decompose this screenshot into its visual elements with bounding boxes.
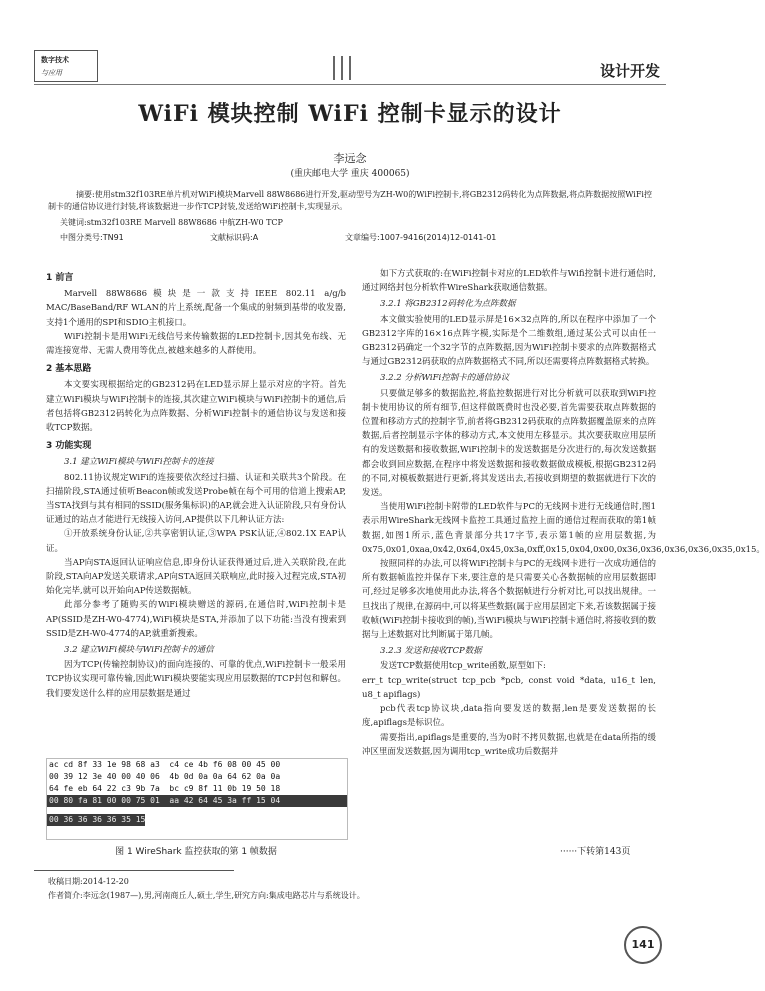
paragraph: 发送TCP数据使用tcp_write函数,原型如下:	[380, 661, 546, 672]
paragraph: Marvell 88W8686模块是一款支持IEEE 802.11 a/g/b MAC/BaseBand/RF WLAN的片上系统,配备一个集成的射频到基带的收发器,支持1个通用的SPI和SDIO主机接口。	[46, 289, 346, 328]
section-heading: 1 前言	[46, 273, 74, 283]
paragraph: 本文要实现根据给定的GB2312码在LED显示屏上显示对应的字符。首先建立WiFi模块与WiFi控制卡的连接,其次建立WiFi模块与WiFi控制卡的通信,后者包括将GB2312码转化为点阵数据、分析WiFi控制卡的通信协议与发送和接收TCP数据。	[46, 380, 346, 434]
document-code: 文献标识码:A	[210, 233, 259, 242]
header-divider-bars	[333, 56, 357, 80]
paragraph: pcb代表tcp协议块,data指向要发送的数据,len是要发送数据的长度,apiflags是标识位。	[362, 704, 656, 729]
paragraph: 当使用WiFi控制卡附带的LED软件与PC的无线网卡进行无线通信时,图1表示用WireShark无线网卡监控工具通过监控上面的通信过程而获取的第1帧数据,如图1所示,蓝色背景部分共17字节,表示第1帧的应用层数据,为0x75,0x01,0xaa,0x42,0x64,0x45,0x3a,0xff,0x15,0x04,0x00,0x36,0x36,0x36,0x36,0x35,0x15。	[362, 502, 765, 555]
paragraph: WiFi控制卡是用WiFi无线信号来传输数据的LED控制卡,因其免布线、无需连接宽带、无需人费用等优点,被越来越多的人群使用。	[46, 331, 346, 357]
article-number: 文章编号:1007-9416(2014)12-0141-01	[345, 233, 497, 242]
paragraph: 只要做足够多的数据监控,将监控数据进行对比分析就可以获取到WiFi控制卡使用协议的所有细节,但这样做既费时也没必要,首先需要获取点阵数据的位置和移动方式的控制字节,前者将GB2312码获取的点阵数据覆盖原来的点阵数据,后者控制显示字体的移动方式,本文使用左移显示。其次要获取应用层所有的发送数据和接收数据,WiFi控制卡的发送数据是分次进行的,每次发送数据都会收到回应数据,在程序中将发送数据和接收数据做成模板,根据GB2312码的不同,对模板数据进行更新,将其发送出去,若接收到期望的数据就进行下次的发送。	[362, 388, 656, 499]
paragraph: ①开放系统身份认证,②共享密钥认证,③WPA PSK认证,④802.1X EAP认证。	[46, 529, 346, 554]
paper-title: WiFi 模块控制 WiFi 控制卡显示的设计	[138, 101, 562, 127]
section-tag: 设计开发	[599, 62, 660, 80]
abstract: 摘要:使用stm32f103RE单片机对WiFi模块Marvell 88W8686进行开发,驱动型号为ZH-W0的WiFi控制卡,将GB2312码转化为点阵数据,将点阵数据按照WiFi控制卡的通信协议进行封装,将该数据进一步作TCP封装,发送给WiFi控制卡,实现显示。	[48, 190, 652, 211]
keywords: 关键词:stm32f103RE Marvell 88W8686 中航ZH-W0 TCP	[60, 218, 283, 227]
paragraph: 因为TCP(传输控制协议)的面向连接的、可靠的优点,WiFi控制卡一般采用TCP协议实现可靠传输,因此WiFi模块要能实现应用层数据的TCP封包和解包。我们要发送什么样的应用层数据是通过	[46, 660, 346, 699]
journal-logo-line1: 数字技术	[41, 56, 69, 64]
continued-note: ······下转第143页	[560, 847, 631, 857]
clc-number: 中图分类号:TN91	[60, 233, 124, 242]
received-date: 收稿日期:2014-12-20	[48, 877, 129, 886]
author-affiliation: (重庆邮电大学 重庆 400065)	[290, 169, 410, 179]
paragraph: 如下方式获取的:在WiFi控制卡对应的LED软件与Wifi控制卡进行通信时,通过网络封包分析软件WireShark获取通信数据。	[362, 269, 656, 294]
hex-line: 00 39 12 3e 40 00 40 06 4b 0d 0a 0a 64 62 0a 0a	[49, 772, 281, 781]
hex-line-highlighted: 00 80 fa 81 00 00 75 01 aa 42 64 45 3a ff 15 04	[47, 795, 347, 807]
section-heading: 2 基本思路	[46, 364, 92, 375]
subsection-heading: 3.2.1 将GB2312码转化为点阵数据	[380, 299, 516, 310]
subsection-heading: 3.2 建立WiFi模块与WiFi控制卡的通信	[64, 645, 214, 656]
figure-caption: 图 1 WireShark 监控获取的第 1 帧数据	[115, 847, 277, 857]
paragraph: 802.11协议规定WiFi的连接要依次经过扫描、认证和关联共3个阶段。在扫描阶段,STA通过侦听Beacon帧或发送Probe帧在每个可用的信道上搜索AP,当STA找到与其有相同的SSID(服务集标识)的AP,就会进入认证阶段,只有身份认证通过的站点才能进行无线接入访问,AP提供以下几种认证方法:	[46, 472, 346, 526]
wireshark-hex-dump	[46, 758, 348, 840]
paragraph: 此部分参考了随购买的WiFi模块赠送的源码,在通信时,WiFi控制卡是AP(SSID是ZH-W0-4774),WiFi模块是STA,并添加了以下功能:当没有搜索到SSID是ZH-W0-4774的AP,就重新搜索。	[46, 600, 346, 639]
hex-line-highlighted: 00 36 36 36 36 35 15	[49, 815, 146, 824]
subsection-heading: 3.2.3 发送和接收TCP数据	[380, 646, 482, 657]
subsection-heading: 3.1 建立WiFi模块与WiFi控制卡的连接	[64, 457, 214, 468]
page-number: 141	[624, 926, 662, 964]
journal-logo	[34, 50, 98, 82]
author-name: 李远念	[333, 152, 367, 165]
paragraph: 本文做实验使用的LED显示屏是16×32点阵的,所以在程序中添加了一个GB2312字库的16×16点阵字模,实际是个二维数组,通过某公式可以由任一GB2312码确定一个32字节的点阵数据,因为WiFi控制卡要求的点阵数据格式与通过GB2312码获取的点阵数据格式不同,所以还需要将点阵数据格式转换。	[362, 314, 656, 368]
paragraph: 当AP向STA返回认证响应信息,即身份认证获得通过后,进入关联阶段,在此阶段,STA向AP发送关联请求,AP向STA返回关联响应,此时接入过程完成,STA初始化完毕,就可以开始向AP传送数据帧。	[46, 557, 346, 597]
paragraph: 需要指出,apiflags是重要的,当为0时不拷贝数据,也就是在data所指的缓冲区里面发送数据,因为调用tcp_write成功后数据并	[362, 732, 656, 757]
hex-line: 64 fe eb 64 22 c3 9b 7a bc c9 8f 11 0b 19 50 18	[49, 784, 281, 793]
paragraph: 按照同样的办法,可以将WiFi控制卡与PC的无线网卡进行一次成功通信的所有数据帧监控并保存下来,要注意的是只需要关心各数据帧的应用层数据即可,经过足够多次地使用此办法,将各个数据帧进行分析对比,可以找出规律。一旦找出了规律,在源码中,可以将某些数据(属于应用层固定下来,若该数据属于接收帧(WiFi控制卡接收到的帧),当WiFi模块与WiFi控制卡通信时,将接收到的数据与上述数据对比判断属于第几帧。	[362, 559, 656, 641]
journal-logo-line2: 与应用	[41, 69, 62, 77]
header-rule	[34, 84, 666, 85]
hex-line: ac cd 8f 33 1e 98 68 a3 c4 ce 4b f6 08 00 45 00	[49, 760, 281, 769]
subsection-heading: 3.2.2 分析WiFi控制卡的通信协议	[380, 373, 510, 384]
footnote-rule	[34, 870, 234, 871]
code-prototype: err_t tcp_write(struct tcp_pcb *pcb, const void *data, u16_t len, u8_t apiflags)	[362, 675, 656, 700]
right-column	[362, 267, 765, 759]
left-column	[46, 267, 346, 701]
section-heading: 3 功能实现	[46, 441, 92, 452]
author-bio: 作者简介:李远念(1987—),男,河南商丘人,硕士,学生,研究方向:集成电路芯片与系统设计。	[48, 891, 365, 900]
